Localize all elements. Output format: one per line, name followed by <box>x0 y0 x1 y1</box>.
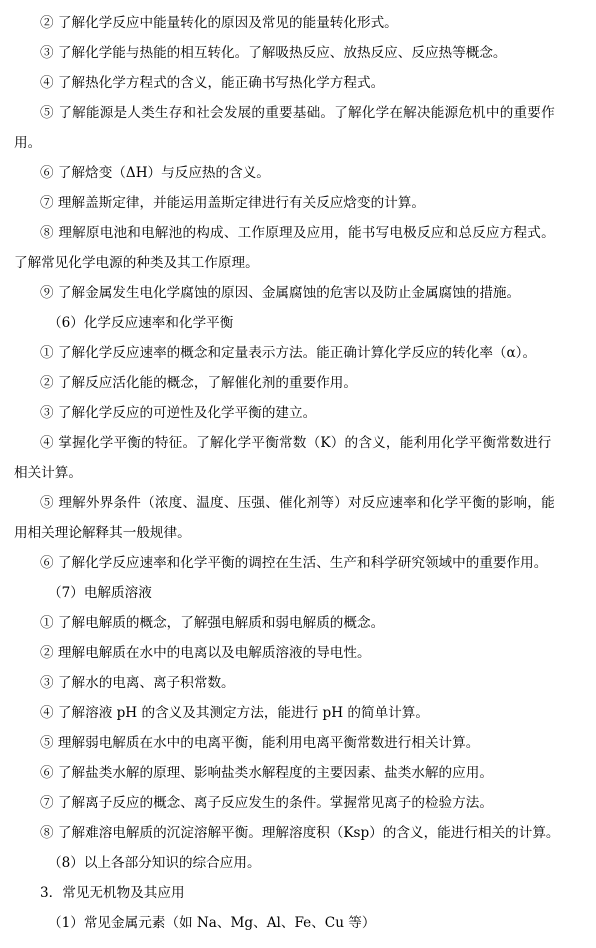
section-heading: （7）电解质溶液 <box>48 585 152 601</box>
text-line: ⑧ 理解原电池和电解池的构成、工作原理及应用，能书写电极反应和总反应方程式。 <box>40 225 555 241</box>
text-line: 相关计算。 <box>14 465 82 481</box>
text-line: 用相关理论解释其一般规律。 <box>14 525 191 541</box>
text-line: ⑥ 了解盐类水解的原理、影响盐类水解程度的主要因素、盐类水解的应用。 <box>40 765 493 781</box>
text-line: ⑤ 了解能源是人类生存和社会发展的重要基础。了解化学在解决能源危机中的重要作 <box>40 105 555 121</box>
section-heading: 3．常见无机物及其应用 <box>40 885 185 901</box>
text-line: 用。 <box>14 135 42 151</box>
text-line: ⑥ 了解化学反应速率和化学平衡的调控在生活、生产和科学研究领域中的重要作用。 <box>40 555 548 571</box>
text-line: ④ 掌握化学平衡的特征。了解化学平衡常数（K）的含义，能利用化学平衡常数进行 <box>40 435 552 451</box>
text-line: ① 了解化学反应速率的概念和定量表示方法。能正确计算化学反应的转化率（α）。 <box>40 345 537 361</box>
text-line: ⑥ 了解焓变（ΔH）与反应热的含义。 <box>40 165 270 181</box>
section-heading: （8）以上各部分知识的综合应用。 <box>48 855 261 871</box>
text-line: ② 理解电解质在水中的电离以及电解质溶液的导电性。 <box>40 645 371 661</box>
text-line: ⑧ 了解难溶电解质的沉淀溶解平衡。理解溶度积（Ksp）的含义，能进行相关的计算。 <box>40 825 560 841</box>
section-heading: （1）常见金属元素（如 Na、Mg、Al、Fe、Cu 等） <box>48 915 376 931</box>
text-line: ④ 了解溶液 pH 的含义及其测定方法，能进行 pH 的简单计算。 <box>40 705 429 721</box>
text-line: ② 了解化学反应中能量转化的原因及常见的能量转化形式。 <box>40 15 398 31</box>
text-line: ⑤ 理解弱电解质在水中的电离平衡，能利用电离平衡常数进行相关计算。 <box>40 735 480 751</box>
text-line: ⑤ 理解外界条件（浓度、温度、压强、催化剂等）对反应速率和化学平衡的影响，能 <box>40 495 555 511</box>
text-line: ⑦ 了解离子反应的概念、离子反应发生的条件。掌握常见离子的检验方法。 <box>40 795 493 811</box>
text-line: ⑨ 了解金属发生电化学腐蚀的原因、金属腐蚀的危害以及防止金属腐蚀的措施。 <box>40 285 521 301</box>
section-heading: （6）化学反应速率和化学平衡 <box>48 315 234 331</box>
text-line: ② 了解反应活化能的概念，了解催化剂的重要作用。 <box>40 375 357 391</box>
text-line: ④ 了解热化学方程式的含义，能正确书写热化学方程式。 <box>40 75 385 91</box>
text-line: ① 了解电解质的概念，了解强电解质和弱电解质的概念。 <box>40 615 385 631</box>
text-line: ③ 了解水的电离、离子积常数。 <box>40 675 235 691</box>
text-line: ③ 了解化学能与热能的相互转化。了解吸热反应、放热反应、反应热等概念。 <box>40 45 507 61</box>
text-line: 了解常见化学电源的种类及其工作原理。 <box>14 255 259 271</box>
text-line: ⑦ 理解盖斯定律，并能运用盖斯定律进行有关反应焓变的计算。 <box>40 195 425 211</box>
text-line: ③ 了解化学反应的可逆性及化学平衡的建立。 <box>40 405 317 421</box>
